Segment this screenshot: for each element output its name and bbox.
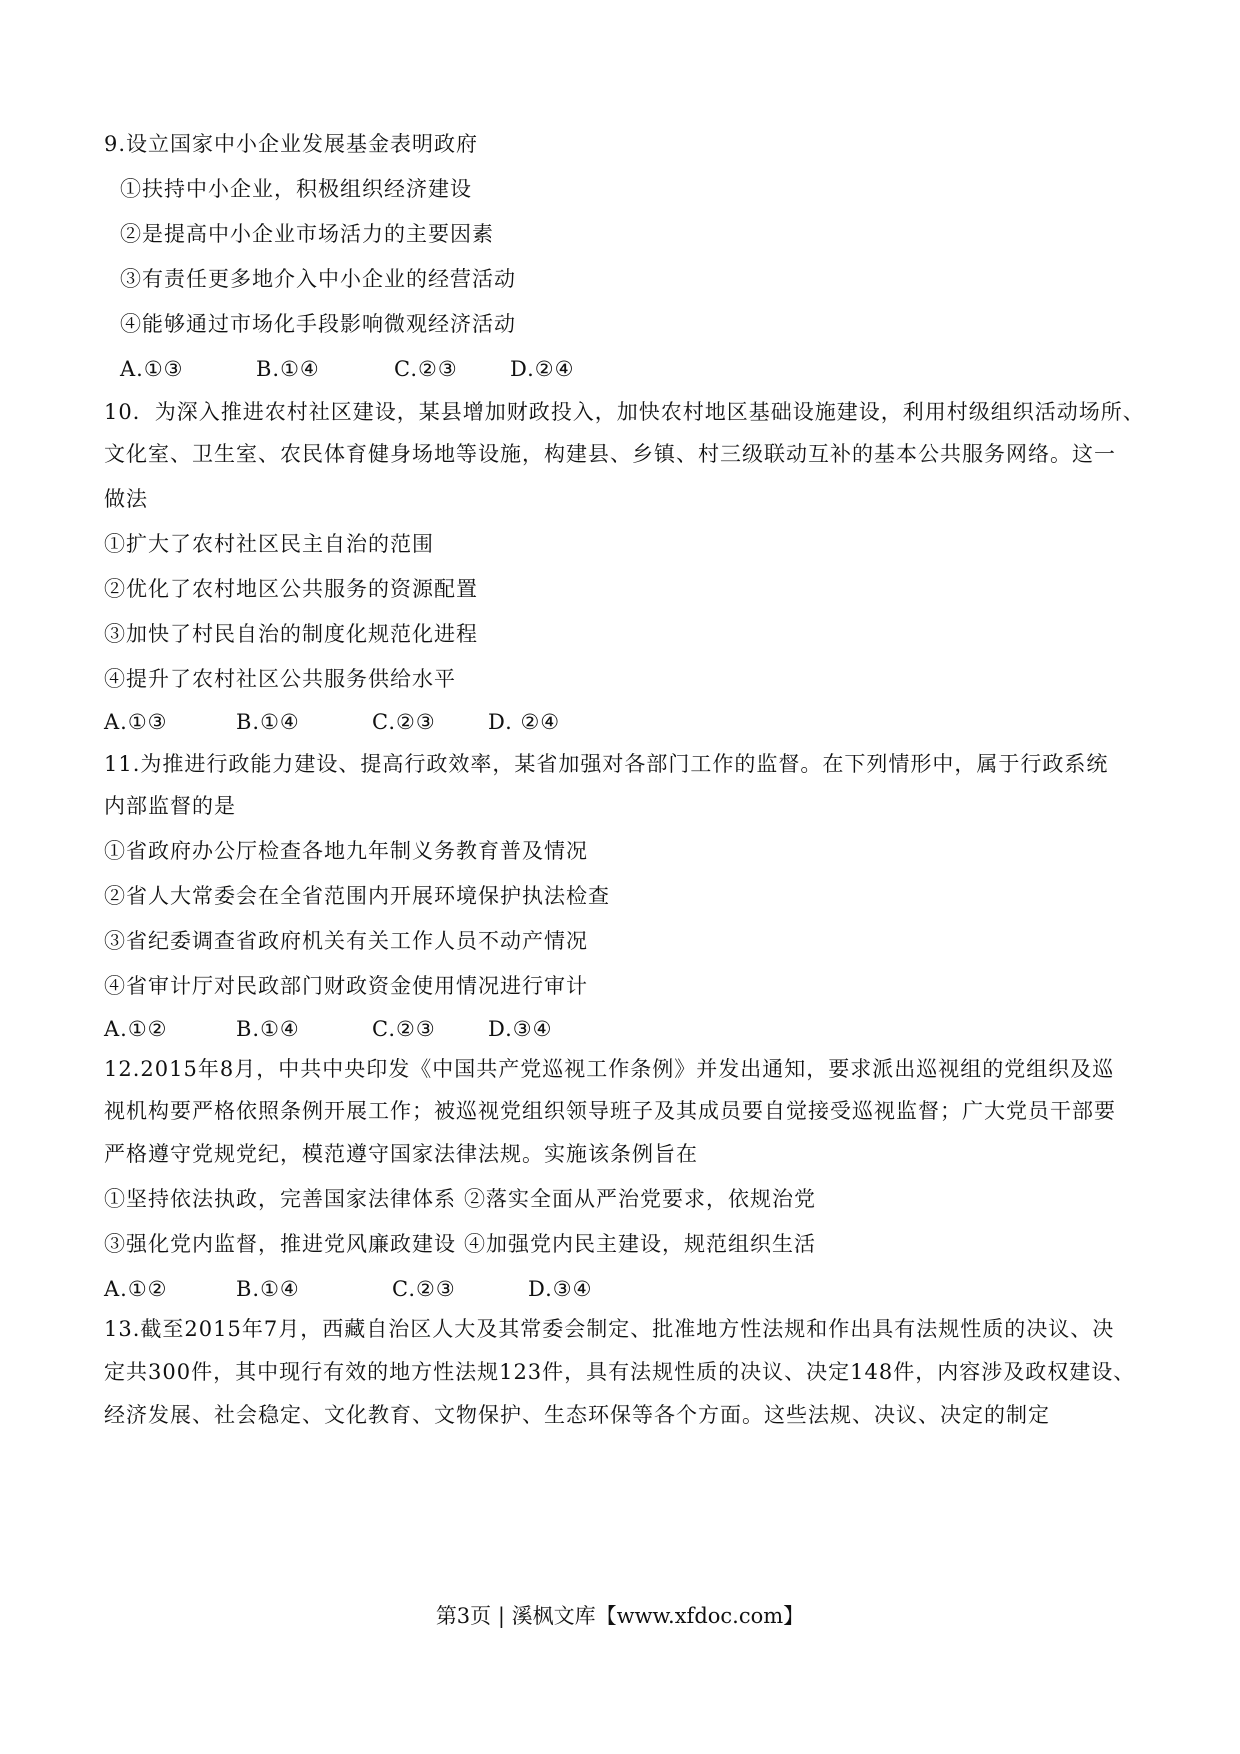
- q11-options: [104, 1015, 552, 1043]
- q12-item-1: ①坚持依法执政，完善国家法律体系: [104, 1187, 456, 1211]
- q10-item-4: ④提升了农村社区公共服务供给水平: [104, 667, 456, 691]
- page-footer: 第3页 | 溪枫文库【www.xfdoc.com】: [435, 1604, 805, 1628]
- q11-stem-line-1: 11.为推进行政能力建设、提高行政效率，某省加强对各部门工作的监督。在下列情形中，属于行政系统: [104, 752, 1109, 776]
- q11-option-d: D.③④: [488, 1017, 553, 1041]
- q10-option-d: D. ②④: [488, 710, 561, 734]
- q10-item-1: ①扩大了农村社区民主自治的范围: [104, 532, 434, 556]
- q12-stem-line-3: 严格遵守党规党纪，模范遵守国家法律法规。实施该条例旨在: [104, 1142, 698, 1166]
- q11-item-3: ③省纪委调查省政府机关有关工作人员不动产情况: [104, 929, 588, 953]
- q9-option-a: A.①③: [120, 357, 184, 381]
- q12-items-row-1: [104, 1185, 816, 1213]
- q12-item-2: ②落实全面从严治党要求，依规治党: [464, 1187, 816, 1211]
- q11-option-c: C.②③: [372, 1017, 436, 1041]
- q9-options: [120, 355, 574, 383]
- q13-stem-line-1: 13.截至2015年7月，西藏自治区人大及其常委会制定、批准地方性法规和作出具有法规性质的决议、决: [104, 1317, 1115, 1341]
- q9-item-2: ②是提高中小企业市场活力的主要因素: [120, 222, 494, 246]
- q12-item-3: ③强化党内监督，推进党风廉政建设: [104, 1232, 456, 1256]
- q10-item-3: ③加快了村民自治的制度化规范化进程: [104, 622, 478, 646]
- q12-stem-line-2: 视机构要严格依照条例开展工作；被巡视党组织领导班子及其成员要自觉接受巡视监督；广大党员干部要: [104, 1099, 1116, 1123]
- q11-item-2: ②省人大常委会在全省范围内开展环境保护执法检查: [104, 884, 610, 908]
- q12-stem-line-1: 12.2015年8月，中共中央印发《中国共产党巡视工作条例》并发出通知，要求派出巡视组的党组织及巡: [104, 1057, 1115, 1081]
- q9-option-b: B.①④: [256, 357, 320, 381]
- q13-stem-line-2: 定共300件，其中现行有效的地方性法规123件，具有法规性质的决议、决定148件，内容涉及政权建设、: [104, 1360, 1136, 1384]
- q10-option-c: C.②③: [372, 710, 436, 734]
- q12-option-c: C.②③: [392, 1277, 456, 1301]
- q12-items-row-2: [104, 1230, 816, 1258]
- q12-item-4: ④加强党内民主建设，规范组织生活: [464, 1232, 816, 1256]
- q9-option-d: D.②④: [510, 357, 575, 381]
- q9-stem: 9.设立国家中小企业发展基金表明政府: [104, 132, 479, 156]
- q11-option-a: A.①②: [104, 1017, 168, 1041]
- q9-item-4: ④能够通过市场化手段影响微观经济活动: [120, 312, 516, 336]
- q11-option-b: B.①④: [236, 1017, 300, 1041]
- q13-stem-line-3: 经济发展、社会稳定、文化教育、文物保护、生态环保等各个方面。这些法规、决议、决定的制定: [104, 1403, 1050, 1427]
- q12-option-d: D.③④: [528, 1277, 593, 1301]
- q12-option-a: A.①②: [104, 1277, 168, 1301]
- q9-option-c: C.②③: [394, 357, 458, 381]
- q9-item-1: ①扶持中小企业，积极组织经济建设: [120, 177, 472, 201]
- q10-item-2: ②优化了农村地区公共服务的资源配置: [104, 577, 478, 601]
- q10-stem-line-3: 做法: [104, 487, 148, 511]
- q10-option-b: B.①④: [236, 710, 300, 734]
- q11-stem-line-2: 内部监督的是: [104, 794, 236, 818]
- q9-item-3: ③有责任更多地介入中小企业的经营活动: [120, 267, 516, 291]
- q10-options: [104, 708, 560, 736]
- q12-option-b: B.①④: [236, 1277, 300, 1301]
- q12-options: [104, 1275, 592, 1303]
- q10-stem-line-1: 10．为深入推进农村社区建设，某县增加财政投入，加快农村地区基础设施建设，利用村级组织活动场所、: [104, 400, 1145, 424]
- q10-option-a: A.①③: [104, 710, 168, 734]
- q11-item-4: ④省审计厅对民政部门财政资金使用情况进行审计: [104, 974, 588, 998]
- q11-item-1: ①省政府办公厅检查各地九年制义务教育普及情况: [104, 839, 588, 863]
- q10-stem-line-2: 文化室、卫生室、农民体育健身场地等设施，构建县、乡镇、村三级联动互补的基本公共服务网络。这一: [104, 442, 1116, 466]
